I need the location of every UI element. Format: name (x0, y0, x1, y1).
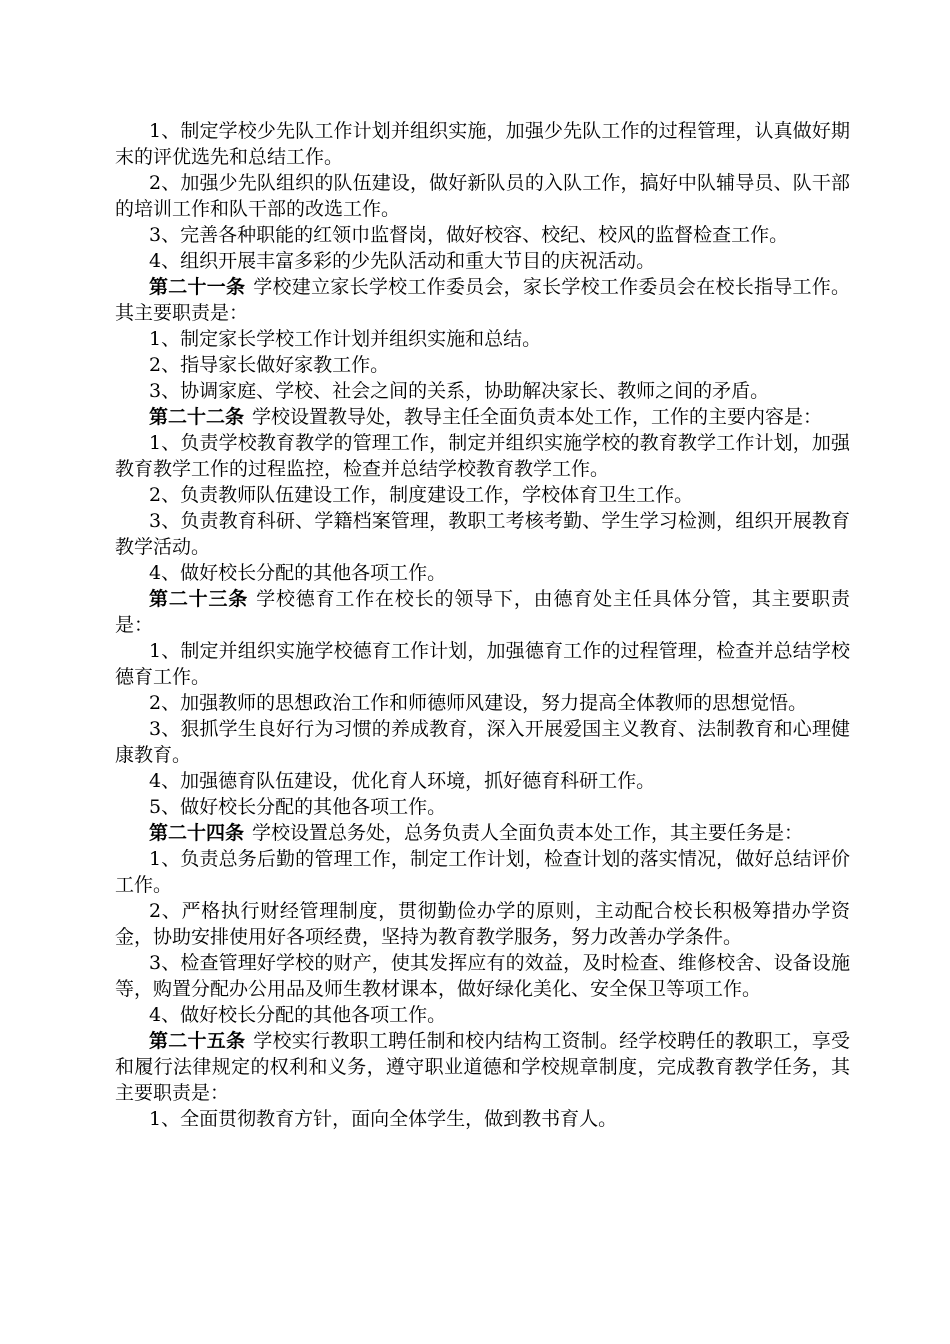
article-paragraph (115, 404, 850, 430)
list-item-paragraph (115, 950, 850, 1002)
paragraph-text: 3、狠抓学生良好行为习惯的养成教育，深入开展爱国主义教育、法制教育和心理健康教育。 (115, 718, 850, 766)
paragraph-text: 1、制定并组织实施学校德育工作计划，加强德育工作的过程管理，检查并总结学校德育工作。 (115, 640, 850, 688)
paragraph-text: 学校德育工作在校长的领导下，由德育处主任具体分管，其主要职责是： (115, 588, 850, 636)
article-paragraph (115, 820, 850, 846)
paragraph-text: 学校实行教职工聘任制和校内结构工资制。经学校聘任的教职工，享受和履行法律规定的权利和义务，遵守职业道德和学校规章制度，完成教育教学任务，其主要职责是： (115, 1030, 850, 1104)
article-paragraph (115, 586, 850, 638)
list-item-paragraph (115, 560, 850, 586)
paragraph-text: 4、做好校长分配的其他各项工作。 (149, 1004, 447, 1026)
list-item-paragraph (115, 794, 850, 820)
article-number: 第二十三条 (149, 588, 249, 610)
list-item-paragraph (115, 690, 850, 716)
paragraph-text: 1、制定学校少先队工作计划并组织实施，加强少先队工作的过程管理，认真做好期末的评优选先和总结工作。 (115, 120, 850, 168)
paragraph-text: 1、负责学校教育教学的管理工作，制定并组织实施学校的教育教学工作计划，加强教育教学工作的过程监控，检查并总结学校教育教学工作。 (115, 432, 850, 480)
list-item-paragraph (115, 768, 850, 794)
paragraph-text: 学校建立家长学校工作委员会，家长学校工作委员会在校长指导工作。其主要职责是： (115, 276, 850, 324)
list-item-paragraph (115, 898, 850, 950)
list-item-paragraph (115, 716, 850, 768)
document-body (115, 118, 850, 1132)
list-item-paragraph (115, 222, 850, 248)
list-item-paragraph (115, 638, 850, 690)
list-item-paragraph (115, 118, 850, 170)
paragraph-text: 学校设置教导处，教导主任全面负责本处工作，工作的主要内容是： (252, 406, 823, 428)
paragraph-text: 1、负责总务后勤的管理工作，制定工作计划，检查计划的落实情况，做好总结评价工作。 (115, 848, 850, 896)
article-number: 第二十四条 (149, 822, 245, 844)
list-item-paragraph (115, 482, 850, 508)
paragraph-text: 2、严格执行财经管理制度，贯彻勤俭办学的原则，主动配合校长积极筹措办学资金，协助安排使用好各项经费，坚持为教育教学服务，努力改善办学条件。 (115, 900, 850, 948)
list-item-paragraph (115, 352, 850, 378)
paragraph-text: 4、组织开展丰富多彩的少先队活动和重大节目的庆祝活动。 (149, 250, 656, 272)
list-item-paragraph (115, 846, 850, 898)
paragraph-text: 4、做好校长分配的其他各项工作。 (149, 562, 447, 584)
paragraph-text: 1、制定家长学校工作计划并组织实施和总结。 (149, 328, 542, 350)
paragraph-text: 2、指导家长做好家教工作。 (149, 354, 390, 376)
article-number: 第二十二条 (149, 406, 245, 428)
list-item-paragraph (115, 508, 850, 560)
paragraph-text: 5、做好校长分配的其他各项工作。 (149, 796, 447, 818)
list-item-paragraph (115, 1106, 850, 1132)
paragraph-text: 学校设置总务处，总务负责人全面负责本处工作，其主要任务是： (252, 822, 804, 844)
paragraph-text: 2、加强少先队组织的队伍建设，做好新队员的入队工作，搞好中队辅导员、队干部的培训工作和队干部的改选工作。 (115, 172, 850, 220)
article-paragraph (115, 274, 850, 326)
paragraph-text: 3、检查管理好学校的财产，使其发挥应有的效益，及时检查、维修校舍、设备设施等，购置分配办公用品及师生教材课本，做好绿化美化、安全保卫等项工作。 (115, 952, 850, 1000)
paragraph-text: 3、完善各种职能的红领巾监督岗，做好校容、校纪、校风的监督检查工作。 (149, 224, 789, 246)
article-number: 第二十一条 (149, 276, 246, 298)
list-item-paragraph (115, 170, 850, 222)
paragraph-text: 3、协调家庭、学校、社会之间的关系，协助解决家长、教师之间的矛盾。 (149, 380, 770, 402)
article-number: 第二十五条 (149, 1030, 246, 1052)
paragraph-text: 2、加强教师的思想政治工作和师德师风建设，努力提高全体教师的思想觉悟。 (149, 692, 808, 714)
paragraph-text: 1、全面贯彻教育方针，面向全体学生，做到教书育人。 (149, 1108, 618, 1130)
article-paragraph (115, 1028, 850, 1106)
list-item-paragraph (115, 248, 850, 274)
paragraph-text: 4、加强德育队伍建设，优化育人环境，抓好德育科研工作。 (149, 770, 656, 792)
paragraph-text: 3、负责教育科研、学籍档案管理，教职工考核考勤、学生学习检测，组织开展教育教学活动。 (115, 510, 850, 558)
list-item-paragraph (115, 1002, 850, 1028)
list-item-paragraph (115, 326, 850, 352)
list-item-paragraph (115, 430, 850, 482)
list-item-paragraph (115, 378, 850, 404)
paragraph-text: 2、负责教师队伍建设工作，制度建设工作，学校体育卫生工作。 (149, 484, 694, 506)
